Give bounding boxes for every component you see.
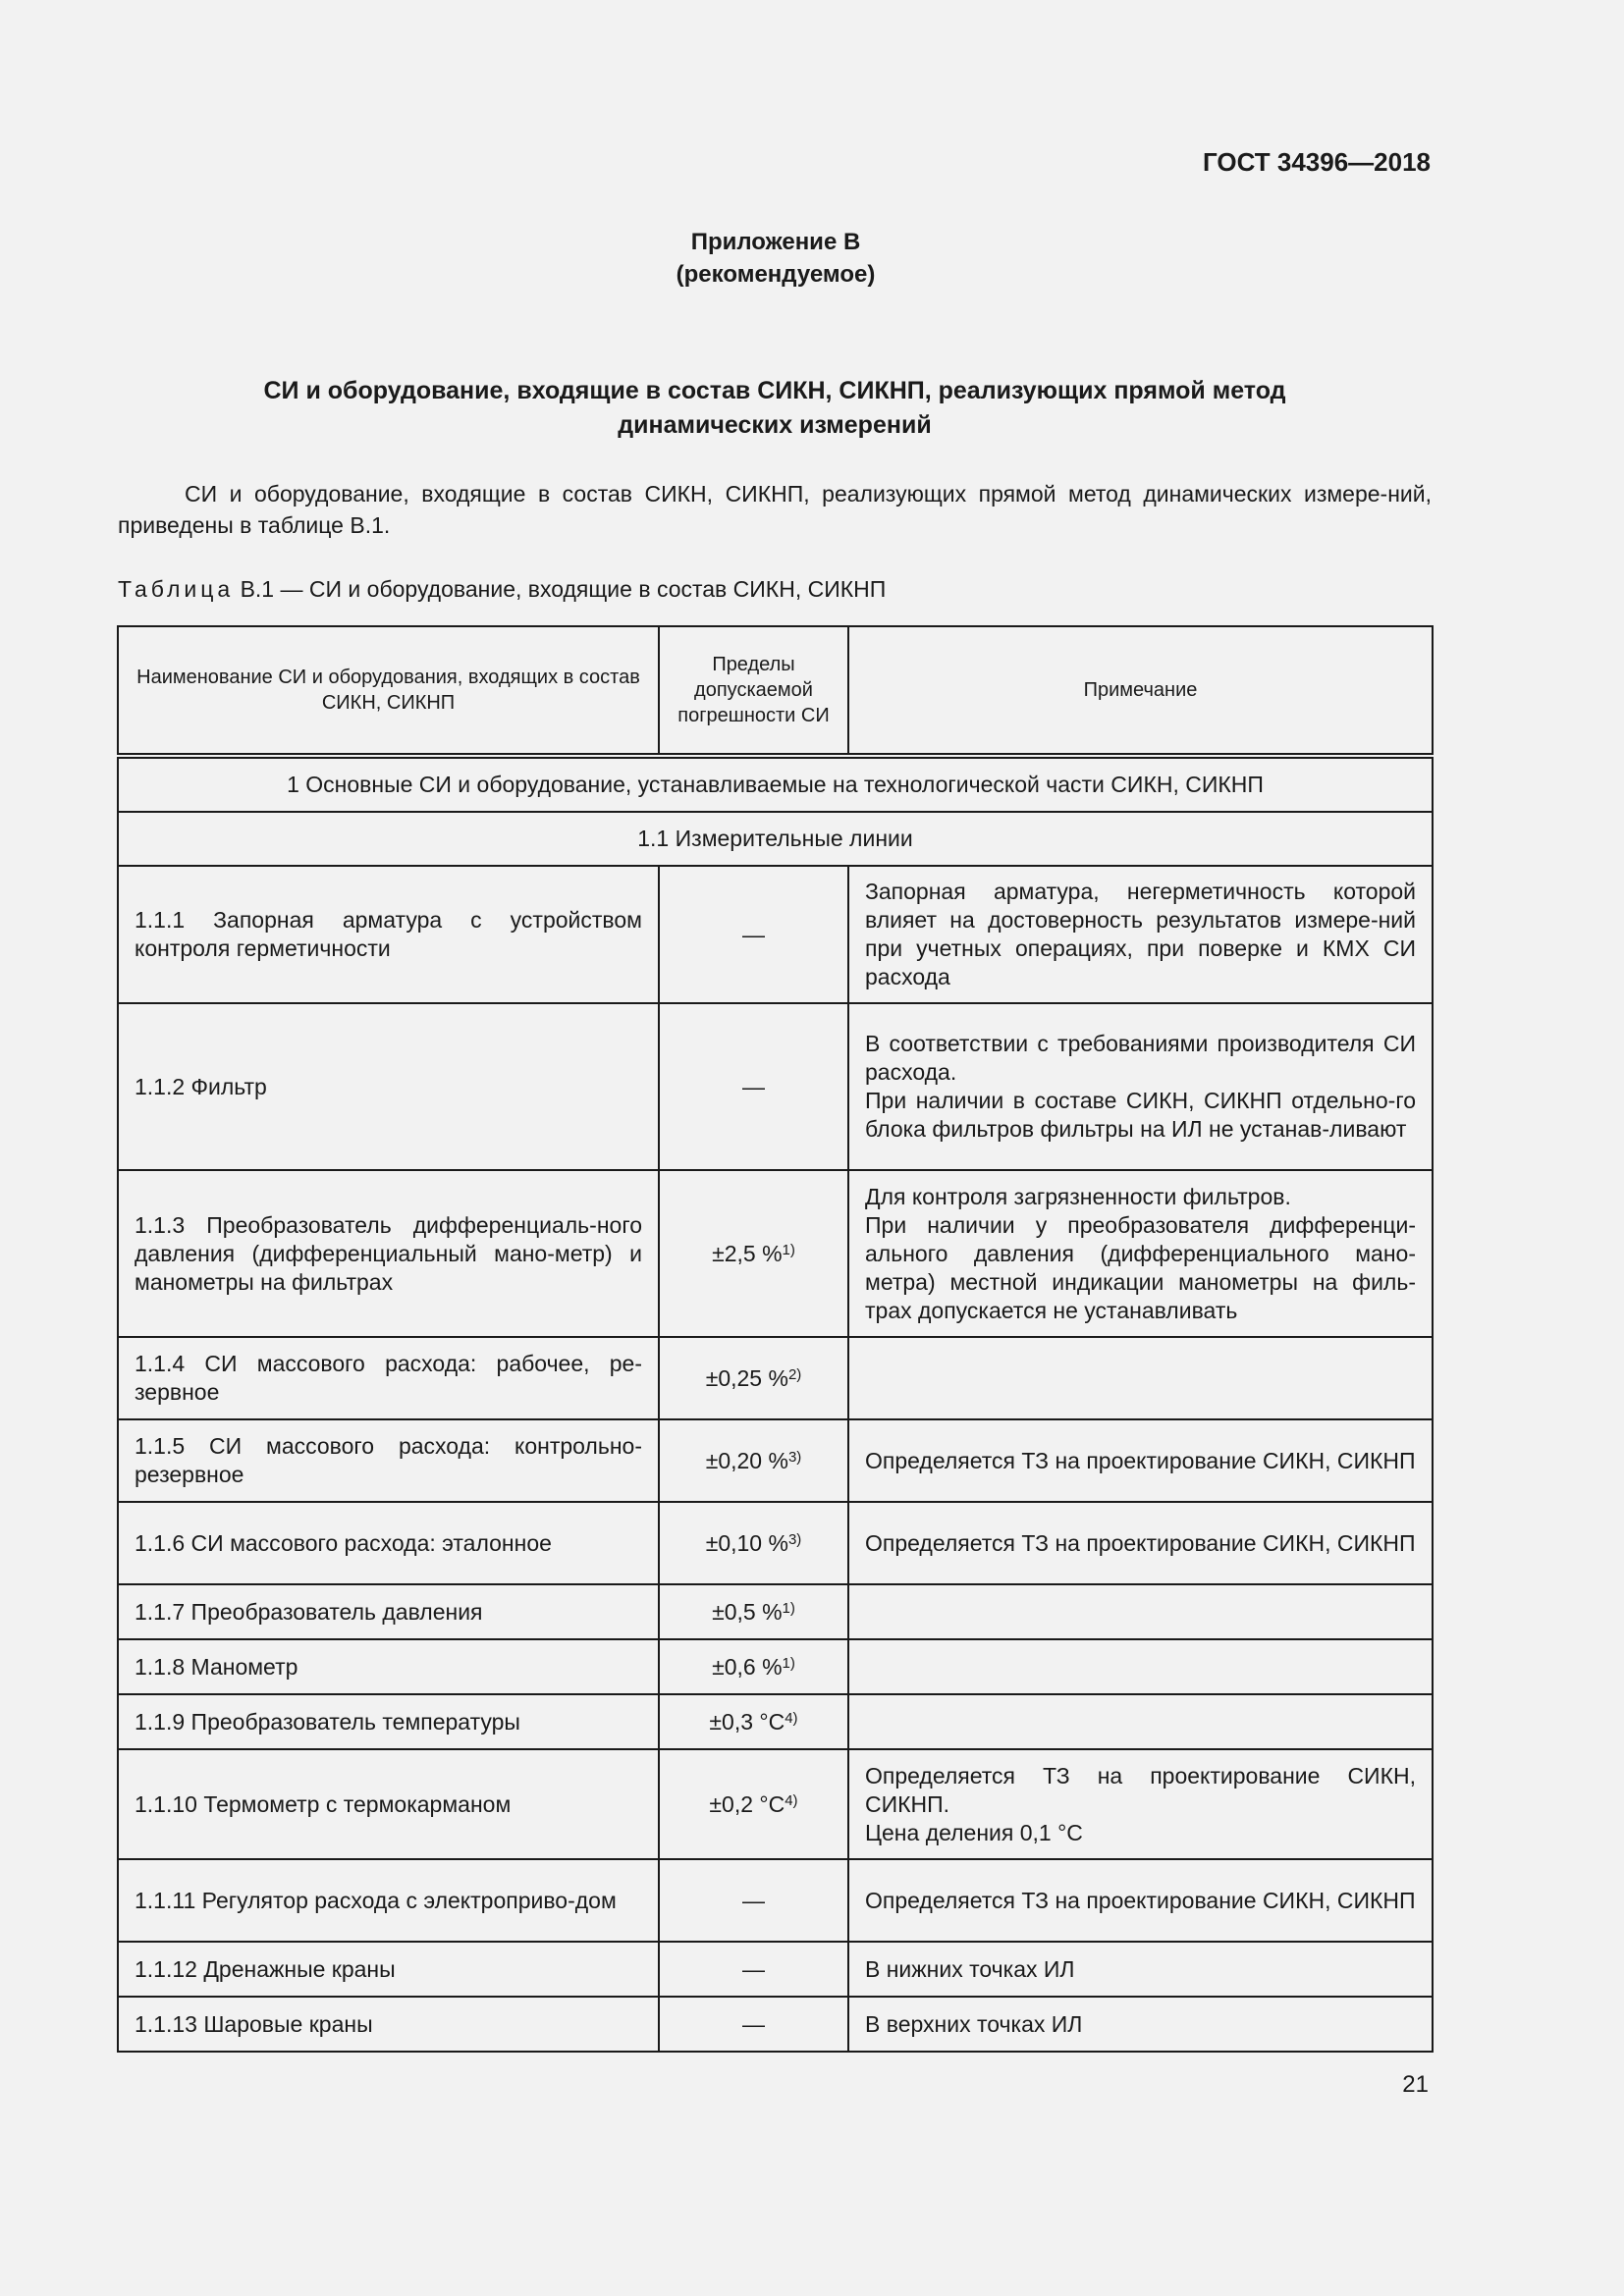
item-note: Определяется ТЗ на проектирование СИКН, СИКНП. Цена деления 0,1 °С	[848, 1749, 1433, 1859]
item-limit-cell	[659, 1584, 848, 1639]
item-note: В нижних точках ИЛ	[848, 1942, 1433, 1997]
annex-heading	[0, 226, 1551, 291]
table-row	[118, 1584, 1433, 1639]
table-row	[118, 1639, 1433, 1694]
item-name: 1.1.9 Преобразователь температуры	[118, 1694, 659, 1749]
item-limit: ±0,25 %	[705, 1364, 788, 1391]
section-1-label: 1 Основные СИ и оборудование, устанавливаемые на технологической части СИКН, СИКНП	[118, 756, 1433, 812]
equipment-table	[117, 625, 1434, 2053]
item-name: 1.1.8 Манометр	[118, 1639, 659, 1694]
item-limit-cell	[659, 1502, 848, 1584]
item-limit-cell	[659, 1639, 848, 1694]
item-limit: ±0,5 %	[712, 1598, 783, 1625]
item-note: В верхних точках ИЛ	[848, 1997, 1433, 2052]
section-title-line1: СИ и оборудование, входящие в состав СИКН, СИКНП, реализующих прямой метод	[263, 377, 1286, 404]
table-row	[118, 1997, 1433, 2052]
item-limit-cell	[659, 1419, 848, 1502]
item-name: 1.1.11 Регулятор расхода с электроприво-дом	[118, 1859, 659, 1942]
table-row	[118, 1942, 1433, 1997]
table-row	[118, 1694, 1433, 1749]
item-note: Определяется ТЗ на проектирование СИКН, СИКНП	[848, 1859, 1433, 1942]
item-limit: —	[742, 1887, 765, 1913]
section-row-1-1	[118, 812, 1433, 866]
header-limits: Пределы допускаемой погрешности СИ	[659, 626, 848, 756]
footnote-ref: 2)	[787, 1365, 802, 1383]
item-note: Определяется ТЗ на проектирование СИКН, СИКНП	[848, 1419, 1433, 1502]
section-title	[118, 374, 1432, 443]
item-note: Определяется ТЗ на проектирование СИКН, СИКНП	[848, 1502, 1433, 1584]
page-number: 21	[1402, 2071, 1429, 2098]
header-note: Примечание	[848, 626, 1433, 756]
footnote-ref: 1)	[782, 1654, 795, 1672]
footnote-ref: 3)	[787, 1530, 802, 1548]
item-note: Запорная арматура, негерметичность которой влияет на достоверность результатов измере-ний при учетных операциях, при поверке и КМХ СИ расхода	[848, 866, 1433, 1003]
item-name: 1.1.1 Запорная арматура с устройством контроля герметичности	[118, 866, 659, 1003]
item-name: 1.1.6 СИ массового расхода: эталонное	[118, 1502, 659, 1584]
item-name: 1.1.10 Термометр с термокарманом	[118, 1749, 659, 1859]
header-name: Наименование СИ и оборудования, входящих в состав СИКН, СИКНП	[118, 626, 659, 756]
section-title-line2: динамических измерений	[618, 411, 932, 439]
table-row	[118, 1859, 1433, 1942]
item-name: 1.1.7 Преобразователь давления	[118, 1584, 659, 1639]
item-note: В соответствии с требованиями производителя СИ расхода. При наличии в составе СИКН, СИКНП отдельно-го блока фильтров фильтры на ИЛ не устанав-ливают	[848, 1003, 1433, 1170]
footnote-ref: 3)	[787, 1448, 802, 1466]
item-limit-cell	[659, 1749, 848, 1859]
footnote-ref: 1)	[782, 1241, 795, 1258]
item-name: 1.1.13 Шаровые краны	[118, 1997, 659, 2052]
item-limit-cell	[659, 1003, 848, 1170]
item-note	[848, 1694, 1433, 1749]
footnote-ref: 1)	[782, 1599, 795, 1617]
table-caption	[118, 576, 886, 603]
section-row-1	[118, 756, 1433, 812]
intro-paragraph: СИ и оборудование, входящие в состав СИКН, СИКНП, реализующих прямой метод динамических измере-ний, приведены в таблице В.1.	[118, 481, 1432, 538]
table-row	[118, 1003, 1433, 1170]
annex-status: (рекомендуемое)	[676, 261, 876, 288]
item-note	[848, 1337, 1433, 1419]
item-note: Для контроля загрязненности фильтров. При наличии у преобразователя дифференци-ального давления (дифференциального мано-метра) местной индикации манометры на филь-трах допускается не устанавливать	[848, 1170, 1433, 1337]
item-limit-cell	[659, 1859, 848, 1942]
item-limit-cell	[659, 1997, 848, 2052]
item-note	[848, 1639, 1433, 1694]
item-limit-cell	[659, 1337, 848, 1419]
item-limit-cell	[659, 866, 848, 1003]
item-limit: ±0,20 %	[705, 1447, 788, 1473]
item-limit: ±0,2 °С	[709, 1790, 785, 1817]
item-limit: ±0,3 °С	[709, 1708, 785, 1735]
item-name: 1.1.5 СИ массового расхода: контрольно-резервное	[118, 1419, 659, 1502]
item-limit: ±0,6 %	[712, 1653, 783, 1680]
item-limit-cell	[659, 1170, 848, 1337]
item-name: 1.1.12 Дренажные краны	[118, 1942, 659, 1997]
item-limit: —	[742, 1073, 765, 1099]
table-caption-prefix: Таблица	[118, 576, 235, 602]
table-row	[118, 1502, 1433, 1584]
item-note	[848, 1584, 1433, 1639]
item-limit-cell	[659, 1942, 848, 1997]
item-limit: ±2,5 %	[712, 1240, 783, 1266]
table-row	[118, 1419, 1433, 1502]
annex-title: Приложение В	[690, 229, 861, 255]
table-row	[118, 1170, 1433, 1337]
footnote-ref: 4)	[785, 1709, 798, 1727]
item-name: 1.1.4 СИ массового расхода: рабочее, ре-зервное	[118, 1337, 659, 1419]
table-row	[118, 866, 1433, 1003]
item-limit: —	[742, 2010, 765, 2037]
item-name: 1.1.2 Фильтр	[118, 1003, 659, 1170]
item-limit: —	[742, 921, 765, 947]
table-header-row	[118, 626, 1433, 756]
item-limit: ±0,10 %	[705, 1529, 788, 1556]
footnote-ref: 4)	[785, 1791, 798, 1809]
item-limit-cell	[659, 1694, 848, 1749]
table-caption-text: В.1 — СИ и оборудование, входящие в состав СИКН, СИКНП	[240, 576, 887, 602]
document-code: ГОСТ 34396—2018	[1203, 147, 1431, 177]
item-name: 1.1.3 Преобразователь дифференциаль-ного давления (дифференциальный мано-метр) и манометры на фильтрах	[118, 1170, 659, 1337]
section-1-1-label: 1.1 Измерительные линии	[118, 812, 1433, 866]
table-row	[118, 1337, 1433, 1419]
item-limit: —	[742, 1955, 765, 1982]
table-row	[118, 1749, 1433, 1859]
